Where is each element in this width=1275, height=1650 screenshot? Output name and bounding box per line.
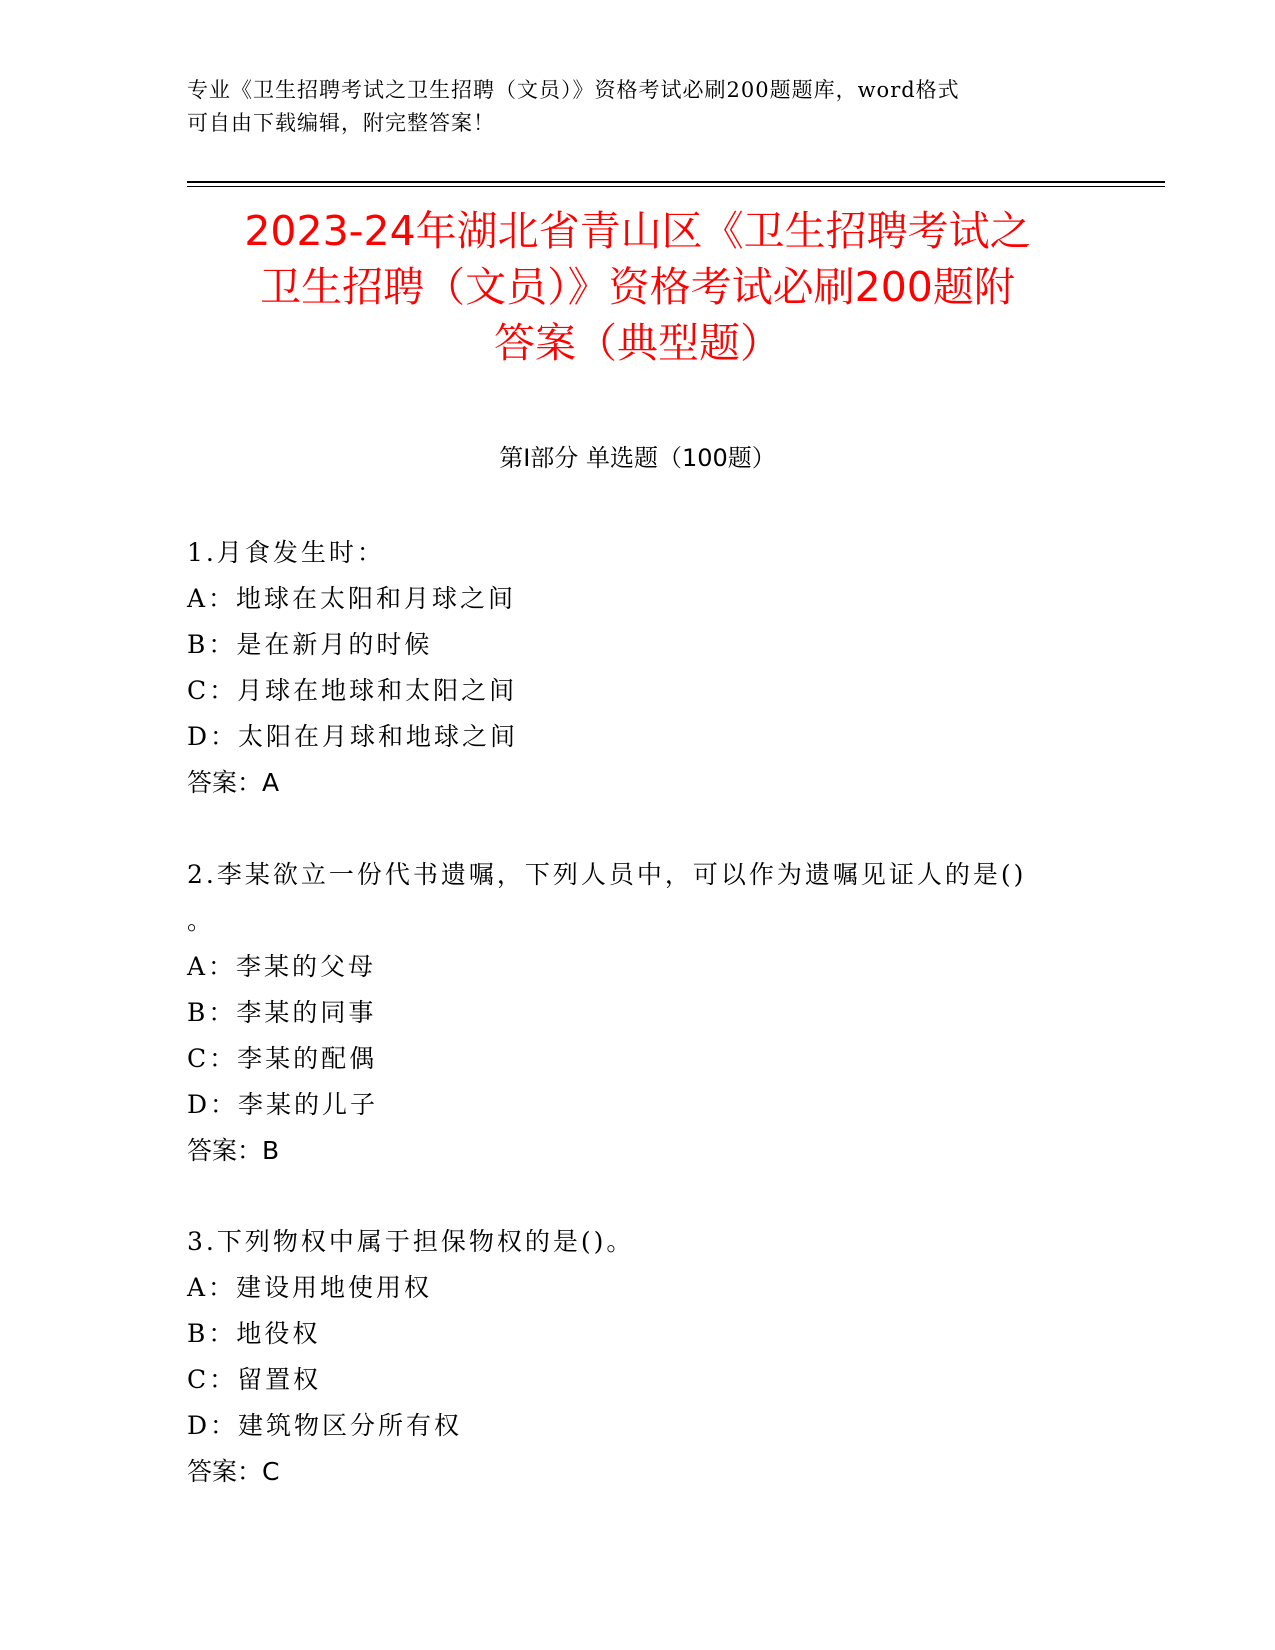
header-divider-thick xyxy=(187,181,1165,183)
option-b: B：是在新月的时候 xyxy=(187,630,433,659)
title-line-2: 卫生招聘（文员）》资格考试必刷200题附 xyxy=(260,263,1015,311)
document-title xyxy=(130,203,1145,371)
option-d: D：建筑物区分所有权 xyxy=(187,1411,463,1440)
option-b: B：地役权 xyxy=(187,1319,321,1348)
question-1 xyxy=(187,530,1087,806)
option-a: A：建设用地使用权 xyxy=(187,1273,433,1302)
option-a: A：李某的父母 xyxy=(187,952,377,981)
question-stem: 2.李某欲立一份代书遗嘱，下列人员中，可以作为遗嘱见证人的是() xyxy=(187,860,1027,889)
answer: 答案：C xyxy=(187,1457,280,1486)
header-divider-thin xyxy=(187,186,1165,187)
header-note-line-1: 专业《卫生招聘考试之卫生招聘（文员）》资格考试必刷200题题库，word格式 xyxy=(187,78,960,102)
question-2 xyxy=(187,852,1087,1174)
title-line-3: 答案（典型题） xyxy=(494,319,781,367)
answer: 答案：A xyxy=(187,768,280,797)
question-stem-continuation: 。 xyxy=(187,906,216,935)
option-c: C：月球在地球和太阳之间 xyxy=(187,676,518,705)
title-line-1: 2023-24年湖北省青山区《卫生招聘考试之 xyxy=(244,207,1031,255)
option-c: C：留置权 xyxy=(187,1365,322,1394)
option-c: C：李某的配偶 xyxy=(187,1044,378,1073)
question-stem: 1.月食发生时： xyxy=(187,538,385,567)
question-list xyxy=(187,530,1087,1540)
header-note xyxy=(187,74,1087,140)
answer: 答案：B xyxy=(187,1136,280,1165)
section-title: 第Ⅰ部分 单选题（100题） xyxy=(499,444,776,472)
question-stem: 3.下列物权中属于担保物权的是()。 xyxy=(187,1227,635,1256)
option-a: A：地球在太阳和月球之间 xyxy=(187,584,517,613)
question-3 xyxy=(187,1219,1087,1495)
option-b: B：李某的同事 xyxy=(187,998,377,1027)
header-note-line-2: 可自由下载编辑，附完整答案！ xyxy=(187,111,495,135)
option-d: D：李某的儿子 xyxy=(187,1090,379,1119)
option-d: D：太阳在月球和地球之间 xyxy=(187,722,519,751)
